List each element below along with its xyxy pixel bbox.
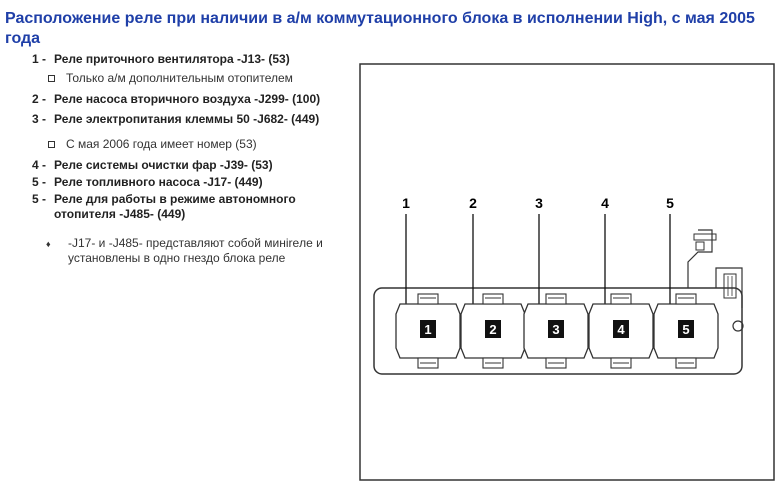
relay-block-diagram: [358, 62, 776, 481]
slot-number: 1: [424, 322, 432, 337]
page-title: Расположение реле при наличии в а/м коммутационного блока в исполнении High, с мая 2005 года: [5, 10, 755, 47]
list-item-6: [32, 192, 332, 222]
relay-slot-5: [654, 294, 718, 368]
subitem-text: С мая 2006 года имеет номер (53): [66, 137, 257, 151]
item-text: Реле топливного насоса -J17- (449): [54, 175, 263, 189]
subitem-text: Только а/м дополнительным отопителем: [66, 71, 293, 85]
item-number: 2 -: [32, 92, 47, 106]
diagram-frame: [360, 64, 774, 480]
relay-slot-3: [524, 294, 588, 368]
list-subitem: [32, 137, 332, 152]
relay-slot-2: [461, 294, 525, 368]
square-bullet-icon: [48, 75, 55, 82]
list-subitem: [32, 71, 332, 86]
slot-number: 4: [617, 322, 625, 337]
item-number: 1 -: [32, 52, 47, 66]
slot-number: 5: [682, 322, 690, 337]
item-text: Реле приточного вентилятора -J13- (53): [54, 52, 290, 66]
list-item-5: [32, 175, 332, 190]
slot-number: 3: [552, 322, 560, 337]
callout-label: 2: [469, 195, 477, 211]
callout-label: 3: [535, 195, 543, 211]
item-number: 4 -: [32, 158, 47, 172]
item-number: 5 -: [32, 192, 47, 206]
callout-label: 4: [601, 195, 609, 211]
relay-slot-4: [589, 294, 653, 368]
square-bullet-icon: [48, 141, 55, 148]
list-item-3: [32, 112, 332, 127]
list-item-2: [32, 92, 332, 107]
item-text: Реле насоса вторичного воздуха -J299- (100): [54, 92, 321, 106]
item-text: Реле системы очистки фар -J39- (53): [54, 158, 273, 172]
item-text: Реле электропитания клеммы 50 -J682- (449): [54, 112, 320, 126]
connector-outline: [688, 230, 712, 288]
callout-label: 5: [666, 195, 674, 211]
note: [32, 236, 328, 266]
item-number: 5 -: [32, 175, 47, 189]
item-text: Реле для работы в режиме автономного отопителя -J485- (449): [54, 192, 296, 221]
item-number: 3 -: [32, 112, 47, 126]
diamond-bullet-icon: ♦: [46, 239, 51, 249]
note-text: -J17- и -J485- представляют собой минireле и установлены в одно гнездо блока реле: [68, 236, 323, 265]
list-item-1: [32, 52, 332, 67]
slot-group: [396, 294, 718, 368]
relay-list: [32, 52, 332, 266]
list-item-4: [32, 158, 332, 173]
callout-label: 1: [402, 195, 410, 211]
slot-number: 2: [489, 322, 497, 337]
relay-slot-1: [396, 294, 460, 368]
